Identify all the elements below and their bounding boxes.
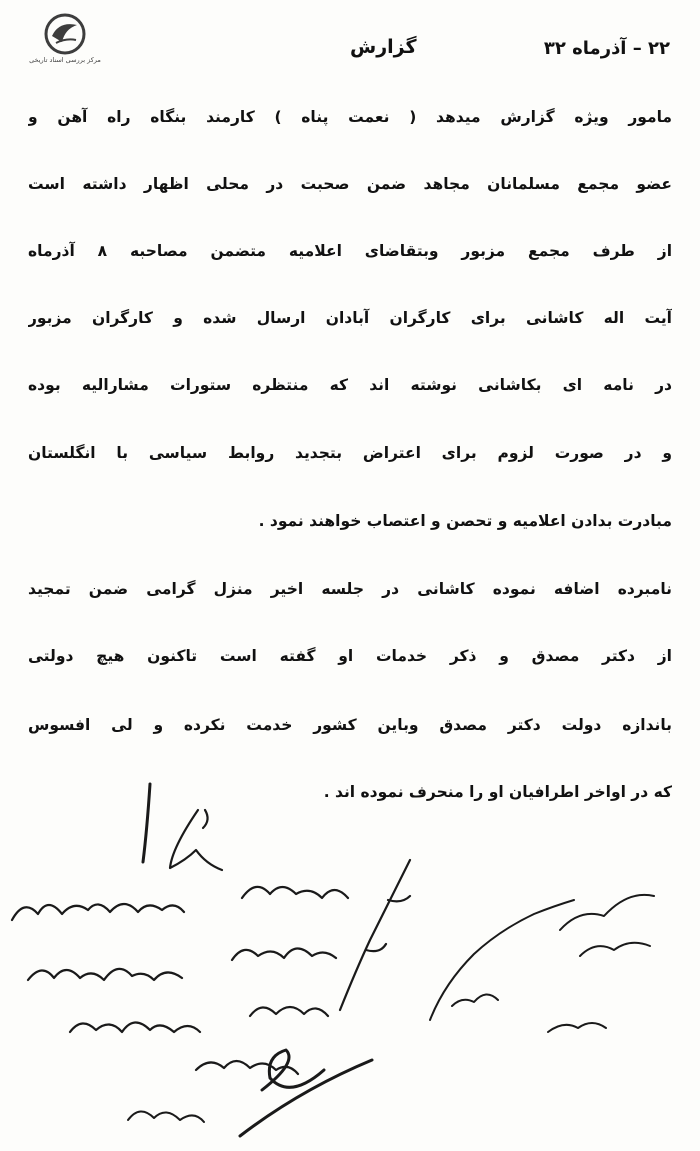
document-date: ۲۲ – آذرماه ۳۲ xyxy=(543,38,670,59)
handwritten-line-4 xyxy=(242,887,348,898)
handwritten-line-5 xyxy=(232,948,336,960)
handwritten-line-8 xyxy=(340,860,410,1010)
body-line-2: عضو مجمع مسلمانان مجاهد ضمن صحبت در محلی اظهار داشته است xyxy=(28,175,672,193)
body-line-11: که در اواخر اطرافیان او را منحرف نموده اند . xyxy=(323,783,672,801)
handwritten-line-10 xyxy=(128,1111,204,1122)
margin-stroke xyxy=(143,784,150,862)
handwritten-line-3 xyxy=(70,1022,200,1032)
body-line-4: آیت اله کاشانی برای کارگران آبادان ارسال شده و کارگران مزبور xyxy=(28,309,672,327)
body-line-7: مبادرت بدادن اعلامیه و تحصن و اعتصاب خواهند نمود . xyxy=(258,512,672,530)
body-line-3: از طرف مجمع مزبور وبتقاضای اعلامیه متضمن مصاحبه ۸ آذرماه xyxy=(28,242,672,260)
document-title: گزارش xyxy=(350,36,417,58)
margin-note-1 xyxy=(170,810,222,870)
body-line-10: باندازه دولت دکتر مصدق وباین کشور خدمت نکرده و لی افسوس xyxy=(28,716,672,734)
handwritten-marginalia xyxy=(0,770,700,1151)
signature-right xyxy=(560,895,654,956)
signature-date xyxy=(548,1023,606,1032)
archive-caption: مرکز بررسی اسناد تاریخی xyxy=(29,56,101,64)
handwritten-line-2 xyxy=(28,969,182,980)
archive-logo xyxy=(10,12,120,70)
handwritten-line-9 xyxy=(430,900,574,1020)
handwritten-line-1 xyxy=(12,904,184,920)
body-line-6: و در صورت لزوم برای اعتراض بتجدید روابط سیاسی با انگلستان xyxy=(28,444,672,462)
body-line-9: از دکتر مصدق و ذکر خدمات او گفته است تاکنون هیچ دولتی xyxy=(28,647,672,665)
archive-seal-icon xyxy=(43,12,87,56)
body-line-1: مامور ویژه گزارش میدهد ( نعمت پناه ) کارمند بنگاه راه آهن و xyxy=(28,108,672,126)
body-line-5: در نامه ای بکاشانی نوشته اند که منتظره ستورات مشارالیه بوده xyxy=(28,376,672,394)
handwritten-line-6 xyxy=(250,1007,328,1016)
body-line-8: نامبرده اضافه نموده کاشانی در جلسه اخیر منزل گرامی ضمن تمجید xyxy=(28,580,672,598)
